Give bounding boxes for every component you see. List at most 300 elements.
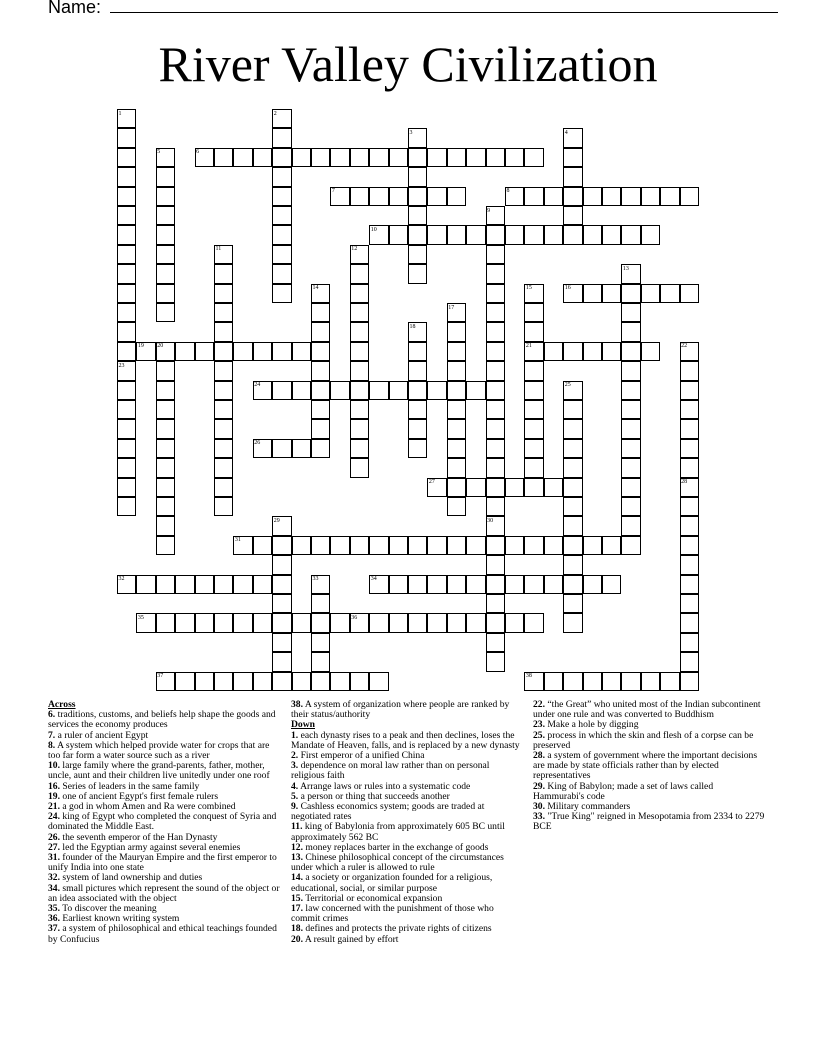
grid-cell[interactable]: [214, 439, 233, 458]
grid-cell[interactable]: [214, 400, 233, 419]
grid-cell[interactable]: [350, 322, 369, 341]
grid-cell[interactable]: [621, 497, 640, 516]
grid-cell[interactable]: [524, 381, 543, 400]
grid-cell[interactable]: [311, 381, 330, 400]
grid-cell[interactable]: [117, 575, 136, 594]
grid-cell[interactable]: [389, 613, 408, 632]
grid-cell[interactable]: [311, 284, 330, 303]
grid-cell[interactable]: [253, 536, 272, 555]
grid-cell[interactable]: [486, 497, 505, 516]
grid-cell[interactable]: [486, 381, 505, 400]
grid-cell[interactable]: [214, 497, 233, 516]
grid-cell[interactable]: [156, 264, 175, 283]
grid-cell[interactable]: [292, 536, 311, 555]
grid-cell[interactable]: [486, 264, 505, 283]
grid-cell[interactable]: [117, 322, 136, 341]
grid-cell[interactable]: [350, 303, 369, 322]
grid-cell[interactable]: [156, 439, 175, 458]
grid-cell[interactable]: [156, 361, 175, 380]
grid-cell[interactable]: [311, 439, 330, 458]
grid-cell[interactable]: [486, 652, 505, 671]
grid-cell[interactable]: [156, 458, 175, 477]
grid-cell[interactable]: [486, 575, 505, 594]
grid-cell[interactable]: [272, 245, 291, 264]
grid-cell[interactable]: [563, 381, 582, 400]
grid-cell[interactable]: [117, 303, 136, 322]
grid-cell[interactable]: [292, 342, 311, 361]
grid-cell[interactable]: [156, 478, 175, 497]
grid-cell[interactable]: [427, 187, 446, 206]
grid-cell[interactable]: [563, 284, 582, 303]
grid-cell[interactable]: [680, 633, 699, 652]
grid-cell[interactable]: [408, 381, 427, 400]
grid-cell[interactable]: [195, 148, 214, 167]
grid-cell[interactable]: [350, 400, 369, 419]
grid-cell[interactable]: [214, 575, 233, 594]
grid-cell[interactable]: [272, 672, 291, 691]
grid-cell[interactable]: [447, 148, 466, 167]
grid-cell[interactable]: [447, 478, 466, 497]
grid-cell[interactable]: [350, 342, 369, 361]
grid-cell[interactable]: [272, 342, 291, 361]
grid-cell[interactable]: [680, 497, 699, 516]
grid-cell[interactable]: [563, 536, 582, 555]
grid-cell[interactable]: [427, 478, 446, 497]
grid-cell[interactable]: [486, 458, 505, 477]
grid-cell[interactable]: [136, 575, 155, 594]
grid-cell[interactable]: [311, 652, 330, 671]
grid-cell[interactable]: [272, 109, 291, 128]
grid-cell[interactable]: [350, 381, 369, 400]
grid-cell[interactable]: [544, 187, 563, 206]
grid-cell[interactable]: [486, 594, 505, 613]
grid-cell[interactable]: [156, 613, 175, 632]
grid-cell[interactable]: [680, 361, 699, 380]
grid-cell[interactable]: [680, 652, 699, 671]
grid-cell[interactable]: [621, 419, 640, 438]
grid-cell[interactable]: [253, 148, 272, 167]
grid-cell[interactable]: [117, 225, 136, 244]
grid-cell[interactable]: [524, 187, 543, 206]
grid-cell[interactable]: [117, 342, 136, 361]
grid-cell[interactable]: [544, 672, 563, 691]
grid-cell[interactable]: [369, 381, 388, 400]
grid-cell[interactable]: [408, 419, 427, 438]
grid-cell[interactable]: [602, 342, 621, 361]
grid-cell[interactable]: [486, 225, 505, 244]
grid-cell[interactable]: [350, 245, 369, 264]
grid-cell[interactable]: [486, 342, 505, 361]
grid-cell[interactable]: [117, 400, 136, 419]
grid-cell[interactable]: [389, 575, 408, 594]
grid-cell[interactable]: [117, 128, 136, 147]
grid-cell[interactable]: [563, 555, 582, 574]
grid-cell[interactable]: [563, 439, 582, 458]
grid-cell[interactable]: [602, 187, 621, 206]
grid-cell[interactable]: [272, 516, 291, 535]
grid-cell[interactable]: [195, 575, 214, 594]
grid-cell[interactable]: [233, 613, 252, 632]
grid-cell[interactable]: [524, 439, 543, 458]
grid-cell[interactable]: [272, 225, 291, 244]
grid-cell[interactable]: [369, 613, 388, 632]
grid-cell[interactable]: [563, 594, 582, 613]
grid-cell[interactable]: [156, 672, 175, 691]
grid-cell[interactable]: [544, 478, 563, 497]
grid-cell[interactable]: [253, 381, 272, 400]
grid-cell[interactable]: [350, 187, 369, 206]
grid-cell[interactable]: [117, 458, 136, 477]
grid-cell[interactable]: [447, 536, 466, 555]
grid-cell[interactable]: [621, 284, 640, 303]
grid-cell[interactable]: [311, 575, 330, 594]
grid-cell[interactable]: [292, 148, 311, 167]
grid-cell[interactable]: [175, 613, 194, 632]
grid-cell[interactable]: [389, 381, 408, 400]
grid-cell[interactable]: [272, 187, 291, 206]
grid-cell[interactable]: [408, 206, 427, 225]
grid-cell[interactable]: [524, 419, 543, 438]
grid-cell[interactable]: [505, 575, 524, 594]
grid-cell[interactable]: [447, 361, 466, 380]
grid-cell[interactable]: [563, 167, 582, 186]
grid-cell[interactable]: [563, 497, 582, 516]
grid-cell[interactable]: [680, 516, 699, 535]
grid-cell[interactable]: [680, 536, 699, 555]
grid-cell[interactable]: [350, 613, 369, 632]
grid-cell[interactable]: [330, 187, 349, 206]
grid-cell[interactable]: [621, 187, 640, 206]
grid-cell[interactable]: [214, 478, 233, 497]
grid-cell[interactable]: [214, 361, 233, 380]
grid-cell[interactable]: [486, 613, 505, 632]
grid-cell[interactable]: [272, 167, 291, 186]
grid-cell[interactable]: [544, 536, 563, 555]
grid-cell[interactable]: [117, 497, 136, 516]
grid-cell[interactable]: [311, 322, 330, 341]
grid-cell[interactable]: [466, 613, 485, 632]
grid-cell[interactable]: [369, 536, 388, 555]
grid-cell[interactable]: [447, 575, 466, 594]
grid-cell[interactable]: [117, 187, 136, 206]
grid-cell[interactable]: [195, 672, 214, 691]
grid-cell[interactable]: [583, 187, 602, 206]
grid-cell[interactable]: [350, 672, 369, 691]
grid-cell[interactable]: [447, 439, 466, 458]
grid-cell[interactable]: [272, 652, 291, 671]
grid-cell[interactable]: [602, 536, 621, 555]
grid-cell[interactable]: [272, 536, 291, 555]
grid-cell[interactable]: [156, 245, 175, 264]
grid-cell[interactable]: [330, 536, 349, 555]
grid-cell[interactable]: [272, 148, 291, 167]
grid-cell[interactable]: [311, 361, 330, 380]
grid-cell[interactable]: [641, 342, 660, 361]
grid-cell[interactable]: [311, 633, 330, 652]
grid-cell[interactable]: [486, 303, 505, 322]
grid-cell[interactable]: [272, 633, 291, 652]
grid-cell[interactable]: [621, 672, 640, 691]
grid-cell[interactable]: [408, 342, 427, 361]
grid-cell[interactable]: [524, 575, 543, 594]
grid-cell[interactable]: [486, 419, 505, 438]
grid-cell[interactable]: [544, 342, 563, 361]
grid-cell[interactable]: [233, 575, 252, 594]
grid-cell[interactable]: [156, 303, 175, 322]
grid-cell[interactable]: [136, 613, 155, 632]
grid-cell[interactable]: [621, 225, 640, 244]
grid-cell[interactable]: [214, 342, 233, 361]
grid-cell[interactable]: [408, 322, 427, 341]
grid-cell[interactable]: [621, 264, 640, 283]
grid-cell[interactable]: [486, 478, 505, 497]
grid-cell[interactable]: [311, 148, 330, 167]
grid-cell[interactable]: [156, 225, 175, 244]
grid-cell[interactable]: [311, 419, 330, 438]
grid-cell[interactable]: [214, 672, 233, 691]
grid-cell[interactable]: [408, 167, 427, 186]
grid-cell[interactable]: [602, 225, 621, 244]
grid-cell[interactable]: [214, 381, 233, 400]
grid-cell[interactable]: [156, 167, 175, 186]
grid-cell[interactable]: [427, 225, 446, 244]
grid-cell[interactable]: [408, 613, 427, 632]
grid-cell[interactable]: [680, 458, 699, 477]
grid-cell[interactable]: [505, 478, 524, 497]
grid-cell[interactable]: [175, 672, 194, 691]
grid-cell[interactable]: [253, 575, 272, 594]
grid-cell[interactable]: [602, 575, 621, 594]
grid-cell[interactable]: [253, 672, 272, 691]
grid-cell[interactable]: [563, 225, 582, 244]
grid-cell[interactable]: [583, 284, 602, 303]
grid-cell[interactable]: [117, 245, 136, 264]
grid-cell[interactable]: [292, 439, 311, 458]
grid-cell[interactable]: [214, 613, 233, 632]
grid-cell[interactable]: [253, 342, 272, 361]
grid-cell[interactable]: [524, 613, 543, 632]
grid-cell[interactable]: [117, 148, 136, 167]
grid-cell[interactable]: [272, 575, 291, 594]
grid-cell[interactable]: [117, 361, 136, 380]
grid-cell[interactable]: [680, 187, 699, 206]
grid-cell[interactable]: [505, 536, 524, 555]
grid-cell[interactable]: [175, 575, 194, 594]
grid-cell[interactable]: [563, 516, 582, 535]
grid-cell[interactable]: [505, 225, 524, 244]
grid-cell[interactable]: [408, 225, 427, 244]
grid-cell[interactable]: [563, 400, 582, 419]
grid-cell[interactable]: [272, 555, 291, 574]
grid-cell[interactable]: [117, 419, 136, 438]
grid-cell[interactable]: [253, 613, 272, 632]
grid-cell[interactable]: [563, 575, 582, 594]
grid-cell[interactable]: [621, 439, 640, 458]
grid-cell[interactable]: [408, 264, 427, 283]
grid-cell[interactable]: [660, 284, 679, 303]
grid-cell[interactable]: [350, 536, 369, 555]
grid-cell[interactable]: [350, 284, 369, 303]
grid-cell[interactable]: [621, 536, 640, 555]
grid-cell[interactable]: [486, 148, 505, 167]
grid-cell[interactable]: [660, 187, 679, 206]
grid-cell[interactable]: [156, 148, 175, 167]
grid-cell[interactable]: [563, 419, 582, 438]
grid-cell[interactable]: [466, 381, 485, 400]
grid-cell[interactable]: [524, 536, 543, 555]
grid-cell[interactable]: [505, 613, 524, 632]
grid-cell[interactable]: [156, 497, 175, 516]
grid-cell[interactable]: [680, 439, 699, 458]
grid-cell[interactable]: [680, 575, 699, 594]
grid-cell[interactable]: [447, 613, 466, 632]
grid-cell[interactable]: [408, 536, 427, 555]
grid-cell[interactable]: [486, 400, 505, 419]
grid-cell[interactable]: [486, 536, 505, 555]
grid-cell[interactable]: [214, 245, 233, 264]
grid-cell[interactable]: [330, 148, 349, 167]
grid-cell[interactable]: [427, 575, 446, 594]
grid-cell[interactable]: [563, 128, 582, 147]
grid-cell[interactable]: [272, 284, 291, 303]
grid-cell[interactable]: [117, 167, 136, 186]
grid-cell[interactable]: [563, 206, 582, 225]
grid-cell[interactable]: [447, 400, 466, 419]
grid-cell[interactable]: [680, 672, 699, 691]
grid-cell[interactable]: [272, 128, 291, 147]
grid-cell[interactable]: [641, 187, 660, 206]
grid-cell[interactable]: [563, 458, 582, 477]
grid-cell[interactable]: [156, 284, 175, 303]
grid-cell[interactable]: [447, 342, 466, 361]
grid-cell[interactable]: [350, 361, 369, 380]
grid-cell[interactable]: [621, 516, 640, 535]
grid-cell[interactable]: [466, 575, 485, 594]
grid-cell[interactable]: [117, 478, 136, 497]
grid-cell[interactable]: [563, 342, 582, 361]
grid-cell[interactable]: [156, 206, 175, 225]
grid-cell[interactable]: [156, 187, 175, 206]
grid-cell[interactable]: [311, 342, 330, 361]
grid-cell[interactable]: [486, 361, 505, 380]
grid-cell[interactable]: [602, 284, 621, 303]
grid-cell[interactable]: [233, 148, 252, 167]
grid-cell[interactable]: [583, 342, 602, 361]
grid-cell[interactable]: [447, 458, 466, 477]
grid-cell[interactable]: [621, 381, 640, 400]
grid-cell[interactable]: [466, 148, 485, 167]
grid-cell[interactable]: [621, 342, 640, 361]
grid-cell[interactable]: [195, 613, 214, 632]
grid-cell[interactable]: [389, 148, 408, 167]
grid-cell[interactable]: [214, 148, 233, 167]
grid-cell[interactable]: [408, 439, 427, 458]
grid-cell[interactable]: [292, 381, 311, 400]
grid-cell[interactable]: [524, 400, 543, 419]
grid-cell[interactable]: [369, 575, 388, 594]
grid-cell[interactable]: [660, 672, 679, 691]
grid-cell[interactable]: [447, 381, 466, 400]
grid-cell[interactable]: [272, 206, 291, 225]
grid-cell[interactable]: [350, 439, 369, 458]
grid-cell[interactable]: [350, 458, 369, 477]
grid-cell[interactable]: [292, 613, 311, 632]
grid-cell[interactable]: [408, 187, 427, 206]
grid-cell[interactable]: [272, 439, 291, 458]
grid-cell[interactable]: [389, 225, 408, 244]
grid-cell[interactable]: [680, 381, 699, 400]
grid-cell[interactable]: [583, 575, 602, 594]
grid-cell[interactable]: [621, 458, 640, 477]
grid-cell[interactable]: [680, 400, 699, 419]
grid-cell[interactable]: [311, 613, 330, 632]
grid-cell[interactable]: [311, 672, 330, 691]
grid-cell[interactable]: [330, 381, 349, 400]
grid-cell[interactable]: [272, 381, 291, 400]
grid-cell[interactable]: [641, 672, 660, 691]
grid-cell[interactable]: [524, 458, 543, 477]
grid-cell[interactable]: [369, 225, 388, 244]
grid-cell[interactable]: [486, 322, 505, 341]
grid-cell[interactable]: [466, 536, 485, 555]
grid-cell[interactable]: [505, 148, 524, 167]
grid-cell[interactable]: [447, 497, 466, 516]
grid-cell[interactable]: [680, 613, 699, 632]
grid-cell[interactable]: [117, 439, 136, 458]
grid-cell[interactable]: [524, 322, 543, 341]
grid-cell[interactable]: [214, 284, 233, 303]
grid-cell[interactable]: [602, 672, 621, 691]
grid-cell[interactable]: [136, 342, 155, 361]
grid-cell[interactable]: [563, 672, 582, 691]
grid-cell[interactable]: [583, 536, 602, 555]
grid-cell[interactable]: [350, 419, 369, 438]
grid-cell[interactable]: [680, 342, 699, 361]
grid-cell[interactable]: [427, 148, 446, 167]
grid-cell[interactable]: [369, 148, 388, 167]
grid-cell[interactable]: [427, 536, 446, 555]
grid-cell[interactable]: [524, 672, 543, 691]
grid-cell[interactable]: [447, 419, 466, 438]
grid-cell[interactable]: [466, 225, 485, 244]
grid-cell[interactable]: [621, 361, 640, 380]
grid-cell[interactable]: [350, 148, 369, 167]
grid-cell[interactable]: [563, 613, 582, 632]
grid-cell[interactable]: [389, 187, 408, 206]
grid-cell[interactable]: [156, 536, 175, 555]
grid-cell[interactable]: [544, 225, 563, 244]
grid-cell[interactable]: [524, 342, 543, 361]
grid-cell[interactable]: [621, 400, 640, 419]
grid-cell[interactable]: [524, 148, 543, 167]
grid-cell[interactable]: [311, 303, 330, 322]
grid-cell[interactable]: [117, 206, 136, 225]
grid-cell[interactable]: [156, 516, 175, 535]
grid-cell[interactable]: [583, 225, 602, 244]
grid-cell[interactable]: [369, 672, 388, 691]
grid-cell[interactable]: [524, 478, 543, 497]
grid-cell[interactable]: [156, 381, 175, 400]
grid-cell[interactable]: [680, 284, 699, 303]
grid-cell[interactable]: [524, 225, 543, 244]
grid-cell[interactable]: [524, 284, 543, 303]
grid-cell[interactable]: [641, 284, 660, 303]
grid-cell[interactable]: [563, 187, 582, 206]
grid-cell[interactable]: [311, 594, 330, 613]
grid-cell[interactable]: [680, 555, 699, 574]
grid-cell[interactable]: [408, 575, 427, 594]
grid-cell[interactable]: [330, 613, 349, 632]
